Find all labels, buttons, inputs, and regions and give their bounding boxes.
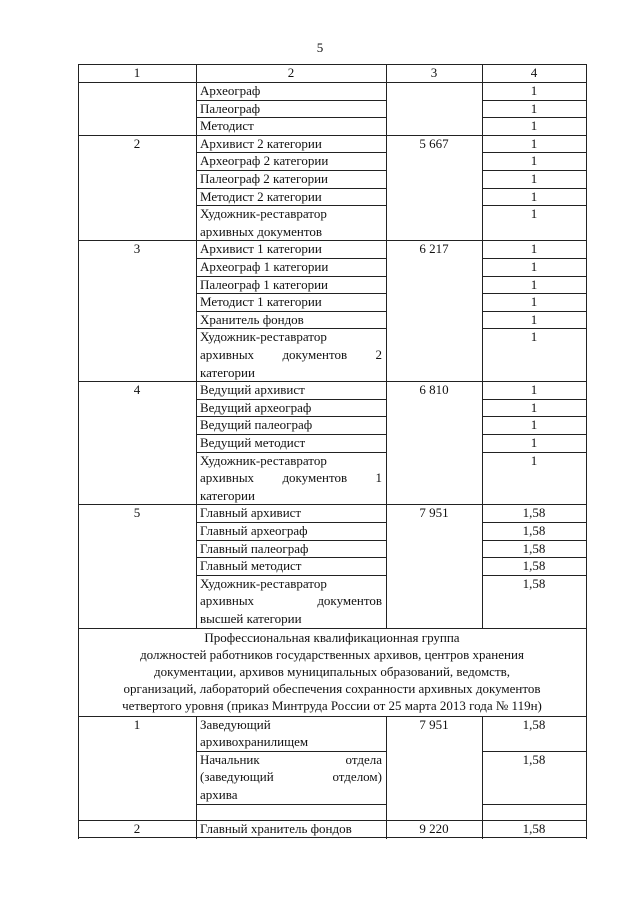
position-title: Археограф 2 категории: [200, 153, 329, 169]
coefficient-value: 1: [530, 188, 538, 204]
coefficient-value: 1: [530, 153, 538, 169]
coefficient-value: 1: [530, 259, 538, 274]
column-border: [78, 820, 79, 839]
position-title: Ведущий архивист: [200, 382, 305, 398]
column-border: [586, 716, 587, 821]
group-number: 2: [133, 135, 141, 151]
column-header: 4: [530, 65, 538, 80]
coefficient-value: 1,58: [522, 505, 546, 521]
column-border: [78, 240, 79, 382]
column-border: [482, 82, 483, 136]
salary-value: 7 951: [419, 505, 449, 521]
section-header-line: Профессиональная квалификационная группа: [204, 629, 460, 645]
coefficient-value: 1,58: [522, 751, 546, 767]
position-title: Археограф: [200, 83, 261, 98]
coefficient-value: 1: [530, 417, 538, 433]
column-border: [78, 135, 79, 242]
position-title: архивных документов: [200, 223, 322, 239]
coefficient-value: 1: [530, 382, 538, 398]
coefficient-value: 1,58: [522, 575, 546, 591]
position-title: Археограф 1 категории: [200, 259, 329, 274]
salary-value: 9 220: [419, 820, 449, 836]
column-border: [586, 820, 587, 839]
page-number: 5: [316, 40, 324, 55]
position-title: Палеограф 1 категории: [200, 276, 328, 292]
coefficient-value: 1: [530, 452, 538, 468]
coefficient-value: 1: [530, 241, 538, 257]
position-title: Заведующий: [200, 716, 271, 732]
position-title: Главный палеограф: [200, 540, 309, 556]
column-border: [386, 504, 387, 628]
column-border: [482, 381, 483, 505]
column-border: [586, 135, 587, 242]
column-border: [78, 82, 79, 136]
coefficient-value: 1: [530, 118, 538, 134]
column-border: [386, 820, 387, 839]
column-border: [586, 64, 587, 82]
column-header: 2: [287, 65, 295, 80]
column-border: [482, 64, 483, 82]
group-number: 4: [133, 382, 141, 398]
group-border: [78, 837, 586, 838]
position-title: Архивист 1 категории: [200, 241, 322, 257]
column-border: [386, 240, 387, 382]
column-border: [196, 64, 197, 82]
position-separator: [482, 804, 586, 805]
coefficient-value: 1: [530, 435, 538, 450]
position-title: Художник-реставратор: [200, 206, 327, 222]
column-border: [196, 240, 197, 382]
coefficient-value: 1,58: [522, 820, 546, 836]
position-title: категории: [200, 487, 255, 503]
column-border: [78, 381, 79, 505]
position-title: Главный методист: [200, 558, 302, 574]
column-border: [482, 820, 483, 839]
position-title: Художник-реставратор: [200, 329, 327, 345]
column-border: [78, 504, 79, 628]
column-border: [386, 64, 387, 82]
coefficient-value: 1: [530, 171, 538, 186]
column-border: [386, 135, 387, 242]
coefficient-value: 1,58: [522, 540, 546, 556]
salary-value: 6 217: [419, 241, 449, 257]
position-separator: [196, 804, 386, 805]
coefficient-value: 1: [530, 311, 538, 327]
position-title: Художник-реставратор: [200, 575, 327, 591]
position-title: категории: [200, 364, 255, 380]
column-border: [482, 716, 483, 821]
position-title: Ведущий археограф: [200, 399, 312, 415]
position-title: архивных документов 1: [200, 470, 382, 486]
column-border: [196, 381, 197, 505]
position-title: Палеограф: [200, 100, 261, 116]
position-title: Художник-реставратор: [200, 452, 327, 468]
group-number: 3: [133, 241, 141, 257]
position-title: архивных документов 2: [200, 347, 382, 362]
coefficient-value: 1,58: [522, 523, 546, 538]
position-title: Главный археограф: [200, 523, 308, 538]
position-title: Методист: [200, 118, 254, 134]
section-header-line: должностей работников государственных архивов, центров хранения: [140, 646, 524, 662]
column-border: [78, 64, 79, 82]
group-number: 2: [133, 820, 141, 836]
coefficient-value: 1: [530, 206, 538, 222]
column-header: 1: [133, 65, 141, 80]
column-border: [386, 381, 387, 505]
column-border: [196, 716, 197, 821]
coefficient-value: 1: [530, 83, 538, 98]
position-title: Методист 1 категории: [200, 294, 322, 310]
section-header-line: четвертого уровня (приказ Минтруда России от 25 марта 2013 года № 119н): [122, 697, 542, 713]
section-header-line: документации, архивов муниципальных образований, ведомств,: [153, 663, 511, 679]
coefficient-value: 1: [530, 276, 538, 292]
position-title: Ведущий палеограф: [200, 417, 313, 433]
column-border: [196, 504, 197, 628]
coefficient-value: 1,58: [522, 716, 546, 732]
column-border: [482, 504, 483, 628]
column-border: [586, 504, 587, 628]
column-border: [482, 240, 483, 382]
column-border: [586, 628, 587, 716]
position-title: Хранитель фондов: [200, 311, 304, 327]
salary-value: 7 951: [419, 716, 449, 732]
column-border: [586, 381, 587, 505]
column-border: [482, 135, 483, 242]
position-title: архивохранилищем: [200, 734, 309, 750]
column-border: [386, 716, 387, 821]
position-title: Архивист 2 категории: [200, 135, 322, 151]
position-title: Начальник отдела: [200, 751, 382, 767]
position-title: Палеограф 2 категории: [200, 171, 328, 186]
coefficient-value: 1,58: [522, 558, 546, 574]
group-number: 5: [133, 505, 141, 521]
column-border: [386, 82, 387, 136]
position-title: Методист 2 категории: [200, 188, 322, 204]
position-title: высшей категории: [200, 611, 302, 626]
coefficient-value: 1: [530, 399, 538, 415]
column-border: [78, 716, 79, 821]
salary-value: 6 810: [419, 382, 449, 398]
column-border: [196, 135, 197, 242]
position-title: Главный архивист: [200, 505, 302, 521]
coefficient-value: 1: [530, 100, 538, 116]
position-title: Главный хранитель фондов: [200, 820, 352, 836]
position-title: Ведущий методист: [200, 435, 306, 450]
column-header: 3: [430, 65, 438, 80]
salary-value: 5 667: [419, 135, 449, 151]
coefficient-value: 1: [530, 294, 538, 310]
position-title: архивных документов: [200, 593, 382, 609]
column-border: [196, 820, 197, 839]
column-border: [586, 240, 587, 382]
position-title: архива: [200, 787, 238, 802]
column-border: [196, 82, 197, 136]
coefficient-value: 1: [530, 135, 538, 151]
position-title: (заведующий отделом): [200, 769, 382, 785]
section-header-line: организаций, лабораторий обеспечения сохранности архивных документов: [123, 680, 541, 696]
column-border: [78, 628, 79, 716]
coefficient-value: 1: [530, 329, 538, 345]
column-border: [586, 82, 587, 136]
group-number: 1: [133, 716, 141, 732]
